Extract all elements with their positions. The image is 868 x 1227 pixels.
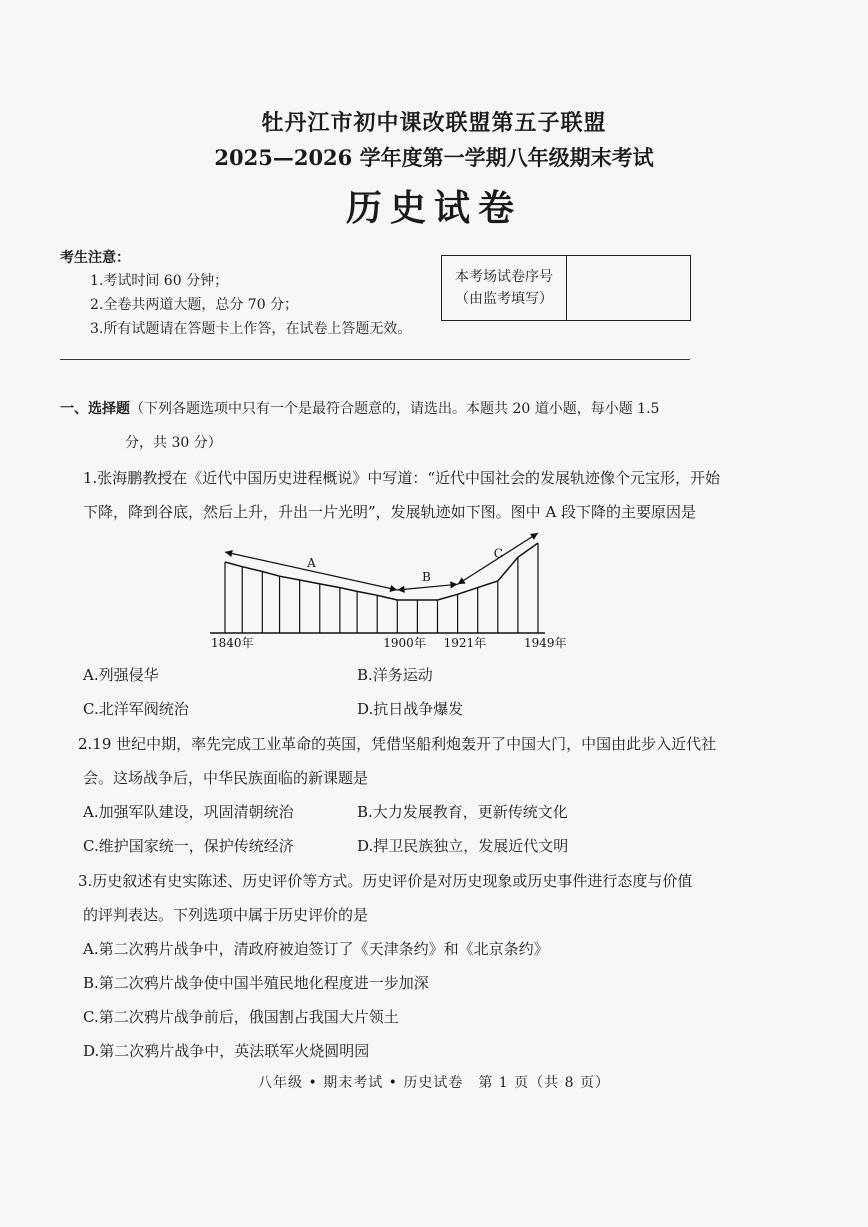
- question-1-stem-cont: 下降，降到谷底，然后上升，升出一片光明”，发展轨迹如下图。图中 A 段下降的主要原因是: [83, 503, 697, 521]
- seat-number-label-line2: （由监考填写）: [455, 291, 553, 307]
- section-description: （下列各题选项中只有一个是最符合题意的，请选出。本题共 20 道小题，每小题 1.5: [130, 401, 660, 417]
- page-footer: 八年级 • 期末考试 • 历史试卷 第 1 页（共 8 页）: [258, 1075, 610, 1091]
- chart-x-tick-label: 1921年: [443, 636, 487, 650]
- question-1-option-a[interactable]: A.列强侵华: [83, 666, 159, 684]
- segment-label-c: C: [493, 546, 503, 561]
- section-heading: [60, 398, 659, 418]
- question-3-option-a[interactable]: A.第二次鸦片战争中，清政府被迫签订了《天津条约》和《北京条约》: [83, 940, 549, 958]
- question-2-stem-cont: 会。这场战争后，中华民族面临的新课题是: [83, 769, 369, 787]
- exam-organizer: 牡丹江市初中课改联盟第五子联盟: [261, 110, 607, 136]
- chart-x-ticks: [211, 635, 567, 650]
- notice-item: 3.所有试题请在答题卡上作答，在试卷上答题无效。: [90, 321, 412, 337]
- question-3-option-d[interactable]: D.第二次鸦片战争中，英法联军火烧圆明园: [83, 1042, 370, 1060]
- question-2-option-b[interactable]: B.大力发展教育，更新传统文化: [357, 803, 568, 821]
- segment-label-b: B: [422, 570, 431, 585]
- question-3-stem: 3.历史叙述有史实陈述、历史评价等方式。历史评价是对历史现象或历史事件进行态度与价值: [78, 872, 693, 890]
- section-title: 一、选择题: [60, 401, 130, 417]
- question-3-option-c[interactable]: C.第二次鸦片战争前后，俄国割占我国大片领土: [83, 1008, 399, 1026]
- section-description-cont: 分，共 30 分）: [125, 435, 222, 451]
- question-1-option-b[interactable]: B.洋务运动: [357, 666, 433, 684]
- page-title: 历史试卷: [345, 187, 522, 229]
- notice-title: 考生注意：: [60, 250, 130, 266]
- question-3-stem-cont: 的评判表达。下列选项中属于历史评价的是: [83, 906, 369, 924]
- exam-session: 2025—2026 学年度第一学期八年级期末考试: [214, 145, 654, 170]
- chart-x-tick-label: 1840年: [211, 636, 254, 650]
- seat-number-label: [442, 256, 567, 320]
- question-2-option-a[interactable]: A.加强军队建设，巩固清朝统治: [83, 803, 294, 821]
- chart-curve: [225, 543, 538, 600]
- question-2-stem: 2.19 世纪中期，率先完成工业革命的英国，凭借坚船利炮轰开了中国大门，中国由此步入近代社: [78, 735, 717, 753]
- seat-number-box: [441, 255, 691, 321]
- seat-number-label-line1: 本考场试卷序号: [455, 269, 553, 285]
- notice-item: 2.全卷共两道大题，总分 70 分；: [90, 297, 299, 313]
- chart-segment-arrows: [225, 533, 538, 590]
- notice-item: 1.考试时间 60 分钟；: [90, 273, 229, 289]
- question-2-option-c[interactable]: C.维护国家统一，保护传统经济: [83, 837, 294, 855]
- question-1-option-c[interactable]: C.北洋军阀统治: [83, 700, 189, 718]
- segment-arrow-b: [397, 584, 457, 590]
- chart-bars: [225, 543, 538, 633]
- question-3-option-b[interactable]: B.第二次鸦片战争使中国半殖民地化程度进一步加深: [83, 974, 429, 992]
- question-1-option-d[interactable]: D.抗日战争爆发: [357, 700, 464, 718]
- development-trajectory-chart: [205, 535, 567, 650]
- segment-label-a: A: [307, 555, 316, 570]
- seat-number-field[interactable]: [567, 256, 690, 320]
- question-1-stem: 1.张海鹏教授在《近代中国历史进程概说》中写道：“近代中国社会的发展轨迹像个元宝形，开始: [83, 469, 720, 487]
- chart-x-tick-label: 1949年: [524, 636, 567, 650]
- chart-x-tick-label: 1900年: [383, 636, 426, 650]
- question-2-option-d[interactable]: D.捍卫民族独立，发展近代文明: [357, 837, 569, 855]
- header-divider: [60, 359, 690, 360]
